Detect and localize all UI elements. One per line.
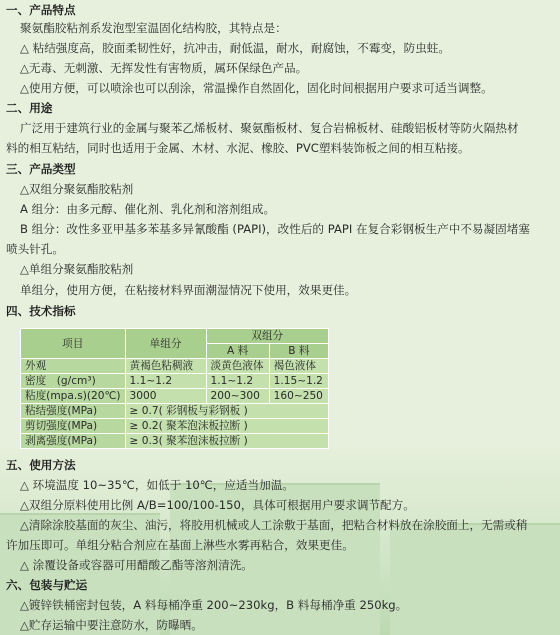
cell-a: 1.1~1.2 <box>206 374 269 389</box>
method-line: △清除涂胶基面的灰尘、油污，将胶用机械或人工涂敷于基面，把粘合材料放在涂胶面上，无需或稍 <box>20 518 528 532</box>
table-row <box>21 374 329 389</box>
row-label: 剥离强度(MPa) <box>21 434 126 449</box>
cell-single: 3000 <box>125 389 206 404</box>
feature-item: △无毒、无刺激、无挥发性有害物质，属环保绿色产品。 <box>20 61 308 75</box>
method-line: △ 涂覆设备或容器可用醋酸乙酯等溶剂清洗。 <box>20 558 253 572</box>
cell-value: ≥ 0.7( 彩钢板与彩钢板 ) <box>125 404 328 419</box>
section-title-packaging: 六、包装与贮运 <box>6 578 88 592</box>
section-title-features: 一、产品特点 <box>6 3 76 17</box>
row-label: 密度 (g/cm³) <box>21 374 126 389</box>
section-title-specs: 四、技术指标 <box>6 304 76 318</box>
header-single: 单组分 <box>125 329 206 359</box>
feature-item: △ 粘结强度高，胶面柔韧性好，抗冲击，耐低温，耐水，耐腐蚀，不霉变，防虫蛀。 <box>20 41 450 55</box>
table-row <box>21 404 329 419</box>
table-row <box>21 434 329 449</box>
type-line: △单组分聚氨酯胶粘剂 <box>20 262 134 276</box>
header-a: A 料 <box>206 344 269 359</box>
header-b: B 料 <box>269 344 328 359</box>
row-label: 剪切强度(MPa) <box>21 419 126 434</box>
cell-b: 160~250 <box>269 389 328 404</box>
type-line: △双组分聚氨酯胶粘剂 <box>20 182 134 196</box>
cell-single: 1.1~1.2 <box>125 374 206 389</box>
method-line: △ 环境温度 10~35℃，如低于 10℃，应适当加温。 <box>20 478 294 492</box>
cell-value: ≥ 0.2( 聚苯泡沫板拉断 ) <box>125 419 328 434</box>
cell-a: 淡黄色液体 <box>206 359 269 374</box>
type-line: 喷头针孔。 <box>6 242 64 256</box>
row-label: 粘度(mpa.s)(20℃) <box>21 389 126 404</box>
type-line: A 组分：由多元醇、催化剂、乳化剂和溶剂组成。 <box>20 202 276 216</box>
features-intro: 聚氨酯胶粘剂系发泡型室温固化结构胶，其特点是： <box>20 21 287 35</box>
usage-line: 广泛用于建筑行业的金属与聚苯乙烯板材、聚氨酯板材、复合岩棉板材、硅酸铝板材等防火隔热材 <box>20 121 519 135</box>
row-label: 粘结强度(MPa) <box>21 404 126 419</box>
method-line: 许加压即可。单组分粘合剂应在基面上淋些水雾再粘合，效果更佳。 <box>6 538 354 552</box>
feature-item: △使用方便，可以喷涂也可以刮涂，常温操作自然固化，固化时间根据用户要求可适当调整。 <box>20 81 493 95</box>
section-title-usage: 二、用途 <box>6 101 53 115</box>
section-title-method: 五、使用方法 <box>6 458 76 472</box>
type-line: B 组分：改性多亚甲基多苯基多异氰酸酯 (PAPI)，改性后的 PAPI 在复合彩钢板生产中不易凝固堵塞 <box>20 222 530 236</box>
usage-line: 料的相互粘结，同时也适用于金属、木材、水泥、橡胶、PVC塑料装饰板之间的相互粘接。 <box>6 141 470 155</box>
packaging-line: △镀锌铁桶密封包装，A 料每桶净重 200~230kg，B 料每桶净重 250kg。 <box>20 598 408 612</box>
cell-b: 褐色液体 <box>269 359 328 374</box>
section-title-types: 三、产品类型 <box>6 162 76 176</box>
cell-b: 1.15~1.2 <box>269 374 328 389</box>
spec-table <box>20 328 329 449</box>
row-label: 外观 <box>21 359 126 374</box>
table-row <box>21 359 329 374</box>
header-double: 双组分 <box>206 329 328 344</box>
table-row <box>21 389 329 404</box>
method-line: △双组分原料使用比例 A/B=100/100-150，具体可根据用户要求调节配方。 <box>20 498 415 512</box>
cell-a: 200~300 <box>206 389 269 404</box>
type-line: 单组分，使用方便，在粘接材料界面潮湿情况下使用，效果更佳。 <box>20 283 357 297</box>
header-item: 项目 <box>21 329 126 359</box>
table-row <box>21 419 329 434</box>
cell-value: ≥ 0.3( 聚苯泡沫板拉断 ) <box>125 434 328 449</box>
cell-single: 黄褐色粘稠液 <box>125 359 206 374</box>
packaging-line: △贮存运输中要注意防水，防曝晒。 <box>20 618 203 632</box>
